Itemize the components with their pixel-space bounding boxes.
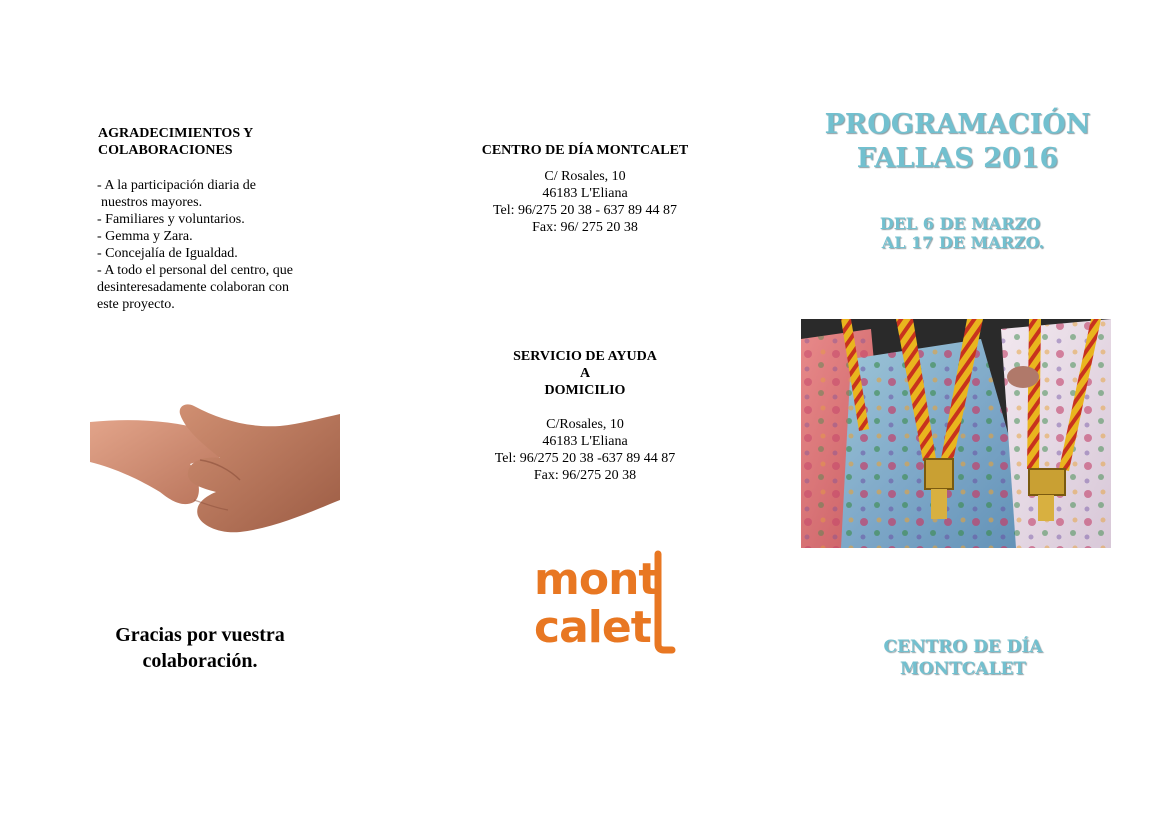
montcalet-logo [530,548,680,658]
fallas-costume-photo [801,319,1111,548]
acknowledgements-title [98,125,358,159]
event-dates [850,214,1070,252]
servicio-contact-block [440,348,730,484]
list-item: - A la participación diaria de [97,178,256,193]
acknowledgements-title-line: COLABORACIONES [98,143,233,158]
acknowledgements-title-line: AGRADECIMIENTOS Y [98,126,254,141]
servicio-tel: Tel: 96/275 20 38 -637 89 44 87 [494,451,676,466]
center-name [850,636,1076,680]
center-name-line: MONTCALET [899,659,1027,679]
centro-title: CENTRO DE DÍA MONTCALET [481,143,689,158]
list-item: desinteresadamente colaboran con [97,280,290,295]
date-line: AL 17 DE MARZO. [881,233,1045,252]
acknowledgements-list [97,177,357,313]
logo-text-line1: mont [534,554,659,605]
list-item: nuestros mayores. [101,195,203,210]
centro-address: C/ Rosales, 10 [544,169,626,184]
list-item: - A todo el personal del centro, que [97,263,293,278]
thanks-message [90,622,310,674]
centro-tel: Tel: 96/275 20 38 - 637 89 44 87 [492,203,678,218]
servicio-title-line: DOMICILIO [544,383,626,398]
servicio-title-line: SERVICIO DE AYUDA [513,349,657,364]
centro-fax: Fax: 96/ 275 20 38 [532,220,638,235]
center-name-line: CENTRO DE DÍA [883,637,1043,657]
list-item: - Concejalía de Igualdad. [97,246,238,261]
holding-hands-image [90,400,340,535]
servicio-address: C/Rosales, 10 [546,417,624,432]
list-item: - Familiares y voluntarios. [97,212,245,227]
servicio-postal: 46183 L'Eliana [542,434,628,449]
servicio-fax: Fax: 96/275 20 38 [533,468,637,483]
thanks-line: colaboración. [142,650,258,672]
program-title-line: FALLAS 2016 [856,143,1059,174]
centro-postal: 46183 L'Eliana [542,186,628,201]
centro-contact-block [440,142,730,236]
list-item: este proyecto. [97,297,175,312]
list-item: - Gemma y Zara. [97,229,193,244]
program-title [800,108,1115,176]
program-title-line: PROGRAMACIÓN [824,109,1091,140]
thanks-line: Gracias por vuestra [115,624,285,646]
servicio-title-line: A [579,366,591,381]
date-line: DEL 6 DE MARZO [879,214,1041,233]
logo-text-line2: calet [534,602,651,653]
